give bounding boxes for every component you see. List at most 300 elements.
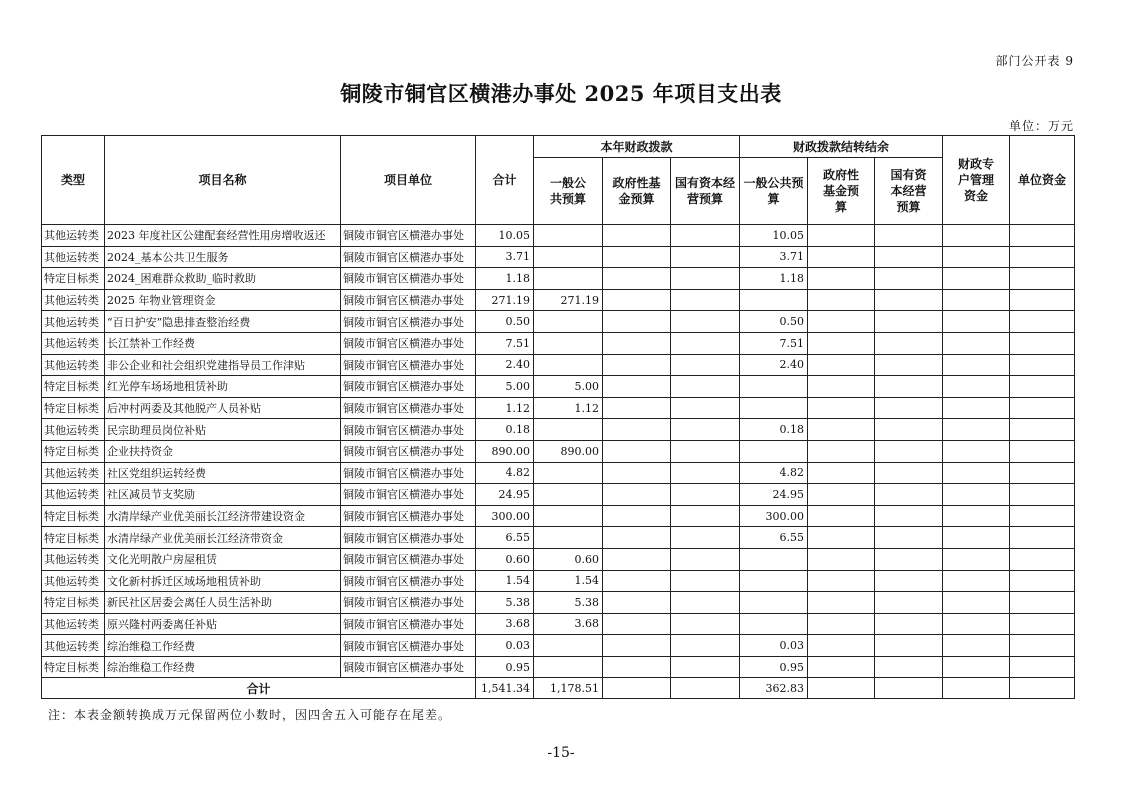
cell-total: 3.68: [476, 613, 534, 635]
total-carry-fund: [808, 678, 875, 699]
cell-own-funds: [1010, 332, 1075, 354]
cell-special-account: [943, 246, 1010, 268]
total-label: 合计: [42, 678, 476, 699]
table-row: [42, 332, 1075, 354]
cell-project-unit: 铜陵市铜官区横港办事处: [341, 656, 476, 678]
unit-label: 单位：万元: [1008, 119, 1074, 133]
cell-project-unit: 铜陵市铜官区横港办事处: [341, 376, 476, 398]
table-row: [42, 462, 1075, 484]
header-current-fund: 政府性基金预算: [603, 158, 671, 225]
cell-project-unit: 铜陵市铜官区横港办事处: [341, 592, 476, 614]
cell-current-general: [534, 527, 603, 549]
cell-project-name: 企业扶持资金: [105, 440, 341, 462]
cell-own-funds: [1010, 462, 1075, 484]
cell-special-account: [943, 440, 1010, 462]
table-row: [42, 656, 1075, 678]
cell-total: 0.50: [476, 311, 534, 333]
cell-carry-fund: [808, 246, 875, 268]
cell-carry-general: [740, 570, 808, 592]
cell-own-funds: [1010, 635, 1075, 657]
cell-carry-fund: [808, 484, 875, 506]
cell-carry-fund: [808, 656, 875, 678]
cell-current-state-capital: [671, 592, 740, 614]
cell-carry-state-capital: [875, 592, 943, 614]
cell-carry-general: 7.51: [740, 332, 808, 354]
cell-project-name: 原兴隆村两委离任补贴: [105, 613, 341, 635]
cell-current-state-capital: [671, 462, 740, 484]
cell-own-funds: [1010, 527, 1075, 549]
cell-current-state-capital: [671, 570, 740, 592]
cell-total: 3.71: [476, 246, 534, 268]
cell-own-funds: [1010, 570, 1075, 592]
cell-current-fund: [603, 332, 671, 354]
cell-current-state-capital: [671, 376, 740, 398]
cell-carry-state-capital: [875, 419, 943, 441]
cell-current-state-capital: [671, 548, 740, 570]
cell-own-funds: [1010, 397, 1075, 419]
cell-project-unit: 铜陵市铜官区横港办事处: [341, 268, 476, 290]
cell-project-name: 综治维稳工作经费: [105, 635, 341, 657]
cell-current-state-capital: [671, 311, 740, 333]
header-group-carryover: 财政拨款结转结余: [740, 136, 943, 158]
cell-carry-fund: [808, 462, 875, 484]
cell-type: 特定目标类: [42, 592, 105, 614]
cell-project-unit: 铜陵市铜官区横港办事处: [341, 635, 476, 657]
total-current-fund: [603, 678, 671, 699]
cell-own-funds: [1010, 376, 1075, 398]
cell-current-general: [534, 354, 603, 376]
cell-special-account: [943, 527, 1010, 549]
cell-project-name: “百日护安”隐患排查整治经费: [105, 311, 341, 333]
cell-carry-fund: [808, 548, 875, 570]
cell-special-account: [943, 635, 1010, 657]
table-row: [42, 527, 1075, 549]
cell-carry-fund: [808, 635, 875, 657]
header-project-unit: 项目单位: [341, 136, 476, 225]
cell-special-account: [943, 419, 1010, 441]
table-row: [42, 440, 1075, 462]
cell-own-funds: [1010, 289, 1075, 311]
cell-special-account: [943, 225, 1010, 247]
table-row: [42, 419, 1075, 441]
cell-project-unit: 铜陵市铜官区横港办事处: [341, 289, 476, 311]
cell-carry-general: [740, 592, 808, 614]
cell-special-account: [943, 462, 1010, 484]
cell-current-fund: [603, 484, 671, 506]
cell-current-general: 3.68: [534, 613, 603, 635]
cell-carry-fund: [808, 376, 875, 398]
cell-type: 特定目标类: [42, 656, 105, 678]
cell-carry-state-capital: [875, 527, 943, 549]
table-row: [42, 397, 1075, 419]
table-row: [42, 505, 1075, 527]
cell-current-state-capital: [671, 419, 740, 441]
cell-project-unit: 铜陵市铜官区横港办事处: [341, 311, 476, 333]
cell-carry-general: 0.50: [740, 311, 808, 333]
cell-carry-state-capital: [875, 484, 943, 506]
cell-total: 0.95: [476, 656, 534, 678]
cell-type: 其他运转类: [42, 484, 105, 506]
header-total: 合计: [476, 136, 534, 225]
cell-project-name: 2023 年度社区公建配套经营性用房增收返还: [105, 225, 341, 247]
cell-current-general: [534, 268, 603, 290]
cell-current-general: [534, 311, 603, 333]
total-carry-state-capital: [875, 678, 943, 699]
cell-current-fund: [603, 613, 671, 635]
cell-current-general: 890.00: [534, 440, 603, 462]
cell-total: 1.12: [476, 397, 534, 419]
cell-carry-fund: [808, 289, 875, 311]
cell-current-general: [534, 656, 603, 678]
cell-carry-fund: [808, 570, 875, 592]
cell-current-general: 5.00: [534, 376, 603, 398]
cell-total: 5.00: [476, 376, 534, 398]
cell-current-state-capital: [671, 613, 740, 635]
cell-total: 24.95: [476, 484, 534, 506]
total-sum: 1,541.34: [476, 678, 534, 699]
header-current-state-capital: 国有资本经营预算: [671, 158, 740, 225]
cell-current-state-capital: [671, 332, 740, 354]
cell-project-name: 后冲村两委及其他脱产人员补贴: [105, 397, 341, 419]
cell-current-general: 1.54: [534, 570, 603, 592]
cell-special-account: [943, 548, 1010, 570]
cell-current-state-capital: [671, 527, 740, 549]
cell-special-account: [943, 592, 1010, 614]
cell-project-unit: 铜陵市铜官区横港办事处: [341, 225, 476, 247]
cell-total: 0.60: [476, 548, 534, 570]
cell-carry-general: 0.18: [740, 419, 808, 441]
table-row: [42, 570, 1075, 592]
cell-current-general: [534, 419, 603, 441]
cell-carry-fund: [808, 613, 875, 635]
header-type: 类型: [42, 136, 105, 225]
cell-current-fund: [603, 289, 671, 311]
table-row: [42, 613, 1075, 635]
table-row: [42, 268, 1075, 290]
cell-carry-state-capital: [875, 268, 943, 290]
cell-project-name: 文化光明散户房屋租赁: [105, 548, 341, 570]
cell-type: 其他运转类: [42, 613, 105, 635]
cell-special-account: [943, 332, 1010, 354]
table-row: [42, 311, 1075, 333]
cell-current-fund: [603, 527, 671, 549]
cell-special-account: [943, 311, 1010, 333]
cell-carry-general: 6.55: [740, 527, 808, 549]
cell-carry-fund: [808, 225, 875, 247]
total-current-state-capital: [671, 678, 740, 699]
cell-carry-fund: [808, 311, 875, 333]
cell-current-fund: [603, 268, 671, 290]
cell-project-name: 新民社区居委会离任人员生活补助: [105, 592, 341, 614]
cell-current-general: [534, 246, 603, 268]
cell-carry-state-capital: [875, 505, 943, 527]
cell-current-general: [534, 635, 603, 657]
cell-carry-state-capital: [875, 332, 943, 354]
cell-carry-general: [740, 376, 808, 398]
cell-carry-general: 300.00: [740, 505, 808, 527]
cell-total: 271.19: [476, 289, 534, 311]
cell-carry-state-capital: [875, 462, 943, 484]
cell-type: 特定目标类: [42, 440, 105, 462]
cell-type: 特定目标类: [42, 376, 105, 398]
cell-carry-fund: [808, 354, 875, 376]
cell-current-general: [534, 225, 603, 247]
cell-own-funds: [1010, 354, 1075, 376]
cell-type: 其他运转类: [42, 548, 105, 570]
cell-type: 其他运转类: [42, 419, 105, 441]
cell-current-fund: [603, 505, 671, 527]
cell-carry-state-capital: [875, 656, 943, 678]
cell-current-fund: [603, 635, 671, 657]
cell-carry-state-capital: [875, 311, 943, 333]
footnote: 注：本表金额转换成万元保留两位小数时，因四舍五入可能存在尾差。: [48, 708, 452, 722]
cell-project-unit: 铜陵市铜官区横港办事处: [341, 397, 476, 419]
cell-carry-general: 3.71: [740, 246, 808, 268]
cell-carry-general: 2.40: [740, 354, 808, 376]
cell-total: 1.18: [476, 268, 534, 290]
cell-total: 300.00: [476, 505, 534, 527]
cell-current-fund: [603, 354, 671, 376]
cell-special-account: [943, 570, 1010, 592]
cell-current-fund: [603, 225, 671, 247]
cell-own-funds: [1010, 225, 1075, 247]
cell-current-fund: [603, 548, 671, 570]
cell-type: 其他运转类: [42, 225, 105, 247]
cell-current-fund: [603, 311, 671, 333]
cell-type: 特定目标类: [42, 527, 105, 549]
table-row: [42, 592, 1075, 614]
cell-project-name: 社区党组织运转经费: [105, 462, 341, 484]
header-project-name: 项目名称: [105, 136, 341, 225]
cell-carry-fund: [808, 419, 875, 441]
cell-total: 4.82: [476, 462, 534, 484]
cell-current-fund: [603, 592, 671, 614]
cell-total: 5.38: [476, 592, 534, 614]
table-row: [42, 225, 1075, 247]
cell-total: 7.51: [476, 332, 534, 354]
cell-type: 其他运转类: [42, 635, 105, 657]
cell-project-name: 非公企业和社会组织党建指导员工作津贴: [105, 354, 341, 376]
total-current-general: 1,178.51: [534, 678, 603, 699]
cell-carry-fund: [808, 440, 875, 462]
cell-carry-general: [740, 613, 808, 635]
cell-current-state-capital: [671, 397, 740, 419]
cell-special-account: [943, 656, 1010, 678]
project-expenditure-table: [41, 135, 1075, 699]
cell-project-unit: 铜陵市铜官区横港办事处: [341, 570, 476, 592]
cell-own-funds: [1010, 505, 1075, 527]
cell-carry-general: [740, 397, 808, 419]
cell-current-general: 271.19: [534, 289, 603, 311]
cell-project-unit: 铜陵市铜官区横港办事处: [341, 548, 476, 570]
cell-project-name: 2024_困难群众救助_临时救助: [105, 268, 341, 290]
header-own-funds: 单位资金: [1010, 136, 1075, 225]
table-row: [42, 354, 1075, 376]
cell-total: 890.00: [476, 440, 534, 462]
table-row: [42, 289, 1075, 311]
cell-project-unit: 铜陵市铜官区横港办事处: [341, 419, 476, 441]
cell-current-general: [534, 332, 603, 354]
cell-project-name: 水清岸绿产业优美丽长江经济带资金: [105, 527, 341, 549]
cell-own-funds: [1010, 656, 1075, 678]
table-row: [42, 548, 1075, 570]
cell-project-unit: 铜陵市铜官区横港办事处: [341, 354, 476, 376]
cell-type: 其他运转类: [42, 462, 105, 484]
cell-carry-general: [740, 548, 808, 570]
cell-current-state-capital: [671, 246, 740, 268]
cell-own-funds: [1010, 311, 1075, 333]
cell-carry-general: 24.95: [740, 484, 808, 506]
cell-project-unit: 铜陵市铜官区横港办事处: [341, 613, 476, 635]
cell-project-name: 社区减员节支奖励: [105, 484, 341, 506]
cell-current-fund: [603, 462, 671, 484]
cell-project-unit: 铜陵市铜官区横港办事处: [341, 484, 476, 506]
cell-type: 其他运转类: [42, 332, 105, 354]
table-row: [42, 635, 1075, 657]
cell-current-state-capital: [671, 484, 740, 506]
cell-carry-fund: [808, 332, 875, 354]
cell-current-general: 0.60: [534, 548, 603, 570]
cell-own-funds: [1010, 268, 1075, 290]
header-special-account: 财政专户管理资金: [943, 136, 1010, 225]
cell-current-state-capital: [671, 225, 740, 247]
cell-project-name: 水清岸绿产业优美丽长江经济带建设资金: [105, 505, 341, 527]
cell-carry-fund: [808, 592, 875, 614]
cell-special-account: [943, 505, 1010, 527]
cell-project-name: 民宗助理员岗位补贴: [105, 419, 341, 441]
cell-project-name: 文化新村拆迁区域场地租赁补助: [105, 570, 341, 592]
cell-type: 其他运转类: [42, 570, 105, 592]
cell-type: 其他运转类: [42, 289, 105, 311]
cell-carry-fund: [808, 505, 875, 527]
cell-current-fund: [603, 419, 671, 441]
cell-special-account: [943, 397, 1010, 419]
cell-current-fund: [603, 376, 671, 398]
cell-special-account: [943, 268, 1010, 290]
cell-project-unit: 铜陵市铜官区横港办事处: [341, 462, 476, 484]
cell-current-fund: [603, 440, 671, 462]
cell-type: 特定目标类: [42, 268, 105, 290]
cell-carry-state-capital: [875, 225, 943, 247]
table-row: [42, 376, 1075, 398]
cell-carry-state-capital: [875, 440, 943, 462]
header-carry-fund: 政府性基金预算: [808, 158, 875, 225]
header-group-current-year: 本年财政拨款: [534, 136, 740, 158]
cell-carry-state-capital: [875, 397, 943, 419]
cell-current-state-capital: [671, 268, 740, 290]
cell-carry-general: [740, 289, 808, 311]
cell-carry-general: 0.03: [740, 635, 808, 657]
cell-current-general: [534, 462, 603, 484]
cell-current-general: 1.12: [534, 397, 603, 419]
cell-special-account: [943, 613, 1010, 635]
cell-project-unit: 铜陵市铜官区横港办事处: [341, 527, 476, 549]
cell-current-general: 5.38: [534, 592, 603, 614]
cell-project-name: 长江禁补工作经费: [105, 332, 341, 354]
cell-current-state-capital: [671, 354, 740, 376]
cell-carry-state-capital: [875, 376, 943, 398]
total-row: [42, 678, 1075, 699]
cell-carry-state-capital: [875, 246, 943, 268]
document-label: 部门公开表 9: [995, 54, 1074, 68]
cell-own-funds: [1010, 548, 1075, 570]
cell-carry-state-capital: [875, 570, 943, 592]
cell-carry-general: 1.18: [740, 268, 808, 290]
cell-carry-general: 4.82: [740, 462, 808, 484]
cell-carry-general: 0.95: [740, 656, 808, 678]
cell-own-funds: [1010, 440, 1075, 462]
cell-total: 10.05: [476, 225, 534, 247]
cell-total: 0.03: [476, 635, 534, 657]
total-own-funds: [1010, 678, 1075, 699]
cell-current-state-capital: [671, 656, 740, 678]
cell-special-account: [943, 354, 1010, 376]
cell-project-name: 2024_基本公共卫生服务: [105, 246, 341, 268]
cell-project-name: 综治维稳工作经费: [105, 656, 341, 678]
cell-project-unit: 铜陵市铜官区横港办事处: [341, 505, 476, 527]
table-row: [42, 484, 1075, 506]
cell-own-funds: [1010, 613, 1075, 635]
cell-type: 其他运转类: [42, 311, 105, 333]
cell-type: 其他运转类: [42, 246, 105, 268]
cell-current-fund: [603, 570, 671, 592]
cell-current-fund: [603, 656, 671, 678]
cell-carry-general: [740, 440, 808, 462]
cell-project-unit: 铜陵市铜官区横港办事处: [341, 440, 476, 462]
cell-current-state-capital: [671, 440, 740, 462]
cell-carry-state-capital: [875, 635, 943, 657]
cell-own-funds: [1010, 592, 1075, 614]
cell-own-funds: [1010, 484, 1075, 506]
cell-current-state-capital: [671, 289, 740, 311]
cell-own-funds: [1010, 419, 1075, 441]
header-current-general: 一般公共预算: [534, 158, 603, 225]
page-title: 铜陵市铜官区横港办事处 2025 年项目支出表: [340, 81, 782, 106]
header-carry-state-capital: 国有资本经营预算: [875, 158, 943, 225]
cell-total: 2.40: [476, 354, 534, 376]
cell-own-funds: [1010, 246, 1075, 268]
cell-carry-state-capital: [875, 289, 943, 311]
cell-total: 0.18: [476, 419, 534, 441]
cell-carry-fund: [808, 527, 875, 549]
cell-type: 其他运转类: [42, 354, 105, 376]
cell-total: 1.54: [476, 570, 534, 592]
cell-project-name: 2025 年物业管理资金: [105, 289, 341, 311]
cell-type: 特定目标类: [42, 505, 105, 527]
cell-current-fund: [603, 397, 671, 419]
cell-carry-general: 10.05: [740, 225, 808, 247]
cell-special-account: [943, 289, 1010, 311]
page-number: -15-: [547, 745, 575, 761]
cell-current-fund: [603, 246, 671, 268]
cell-type: 特定目标类: [42, 397, 105, 419]
cell-special-account: [943, 484, 1010, 506]
cell-current-state-capital: [671, 635, 740, 657]
cell-carry-state-capital: [875, 354, 943, 376]
header-carry-general: 一般公共预算: [740, 158, 808, 225]
total-special-account: [943, 678, 1010, 699]
cell-project-unit: 铜陵市铜官区横港办事处: [341, 246, 476, 268]
cell-project-unit: 铜陵市铜官区横港办事处: [341, 332, 476, 354]
cell-current-state-capital: [671, 505, 740, 527]
cell-special-account: [943, 376, 1010, 398]
cell-carry-fund: [808, 397, 875, 419]
cell-current-general: [534, 505, 603, 527]
cell-project-name: 红光停车场场地租赁补助: [105, 376, 341, 398]
cell-current-general: [534, 484, 603, 506]
cell-carry-state-capital: [875, 548, 943, 570]
cell-carry-state-capital: [875, 613, 943, 635]
